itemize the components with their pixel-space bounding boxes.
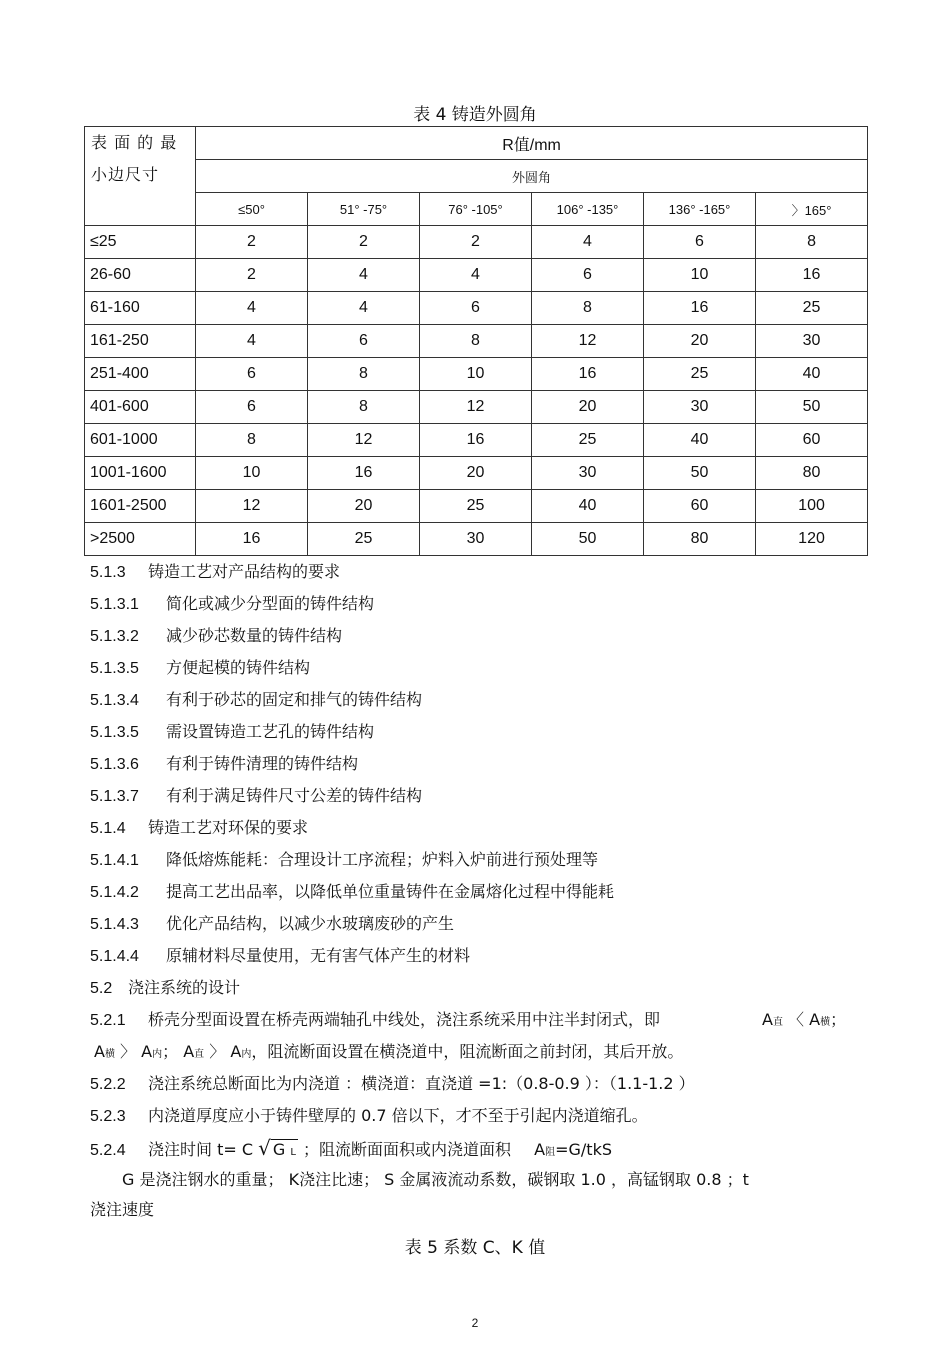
row-label: 1001-1600 [85,457,196,490]
table-cell: 16 [196,523,308,556]
page-number: 2 [471,1316,479,1330]
section-text: 提高工艺出品率，以降低单位重量铸件在金属熔化过程中得能耗 [166,882,615,901]
angle-header-1: 51° -75° [308,193,420,226]
section-text: 降低熔炼能耗：合理设计工序流程；炉料入炉前进行预处理等 [166,850,599,869]
table-row [85,523,868,556]
table-cell: 25 [420,490,532,523]
angle-header-4: 136° -165° [644,193,756,226]
table-row [85,391,868,424]
table-row [85,358,868,391]
table-cell: 6 [196,391,308,424]
table-cell: 80 [644,523,756,556]
row-label: 26-60 [85,259,196,292]
section-number: 5.1.3.5 [90,724,139,741]
table-cell: 6 [196,358,308,391]
table-cell: 30 [644,391,756,424]
table-cell: 50 [644,457,756,490]
table-cell: 50 [756,391,868,424]
row-label: 61-160 [85,292,196,325]
section-text: 铸造工艺对环保的要求 [148,818,309,837]
sqrt-symbol-icon: √ [258,1136,271,1160]
section-line [90,754,358,775]
section-number: 5.1.3.7 [90,788,139,805]
table-cell: 20 [532,391,644,424]
table-cell: 2 [196,259,308,292]
row-label: 1601-2500 [85,490,196,523]
section-number: 5.1.3.5 [90,660,139,677]
section-line [90,786,422,807]
table-cell: 8 [308,391,420,424]
r-value-header: R值/mm [196,127,868,160]
angle-header-5: 〉165° [756,193,868,226]
table5-caption: 表 5 系数 C、K 值 [404,1238,546,1258]
formula-inequality-1: A直 〈 A横； [762,1010,847,1029]
section-number: 5.1.3.6 [90,756,139,773]
table-cell: 16 [420,424,532,457]
para-5-2-3: 5.2.3 内浇道厚度应小于铸件壁厚的 0.7 倍以下，才不至于引起内浇道缩孔。 [90,1106,648,1125]
table-cell: 10 [644,259,756,292]
corner-header [85,127,196,226]
table-cell: 40 [644,424,756,457]
table-cell: 12 [308,424,420,457]
section-line [90,882,614,903]
corner-line-2: 小边尺寸 [91,165,160,184]
para-description-line1: G 是浇注钢水的重量； K浇注比速； S 金属液流动系数，碳钢取 1.0 ，高锰钢取 0.8 ；t [122,1170,749,1189]
table-cell: 40 [532,490,644,523]
row-label: 601-1000 [85,424,196,457]
angle-header-2: 76° -105° [420,193,532,226]
section-number: 5.1.4.4 [90,948,139,965]
table-cell: 8 [420,325,532,358]
table-cell: 6 [644,226,756,259]
section-text: 需设置铸造工艺孔的铸件结构 [166,722,375,741]
table-cell: 12 [420,391,532,424]
section-number: 5.1.4.2 [90,884,139,901]
angle-header-0: ≤50° [196,193,308,226]
section-line [90,562,340,583]
section-text: 优化产品结构，以减少水玻璃废砂的产生 [166,914,455,933]
table-cell: 40 [756,358,868,391]
section-number: 5.1.4.1 [90,852,139,869]
section-number: 5.1.3.1 [90,596,139,613]
table-cell: 4 [196,325,308,358]
table-cell: 12 [196,490,308,523]
section-text: 有利于铸件清理的铸件结构 [166,754,359,773]
table-cell: 6 [420,292,532,325]
section-number: 5.2 [90,980,113,997]
section-text: 浇注系统的设计 [128,978,241,997]
section-line [90,914,454,935]
table-cell: 30 [532,457,644,490]
section-line [90,722,374,743]
table-cell: 20 [308,490,420,523]
table-row [85,424,868,457]
table4-caption: 表 4 铸造外圆角 [413,105,537,125]
table-cell: 30 [420,523,532,556]
table-cell: 25 [644,358,756,391]
section-text: 减少砂芯数量的铸件结构 [166,626,343,645]
table-cell: 10 [196,457,308,490]
section-number: 5.1.4.3 [90,916,139,933]
table-cell: 20 [420,457,532,490]
section-number: 5.1.3.4 [90,692,139,709]
section-text: 有利于满足铸件尺寸公差的铸件结构 [166,786,423,805]
table-cell: 16 [532,358,644,391]
table-cell: 25 [308,523,420,556]
table-cell: 50 [532,523,644,556]
section-text: 有利于砂芯的固定和排气的铸件结构 [166,690,423,709]
table-row [85,325,868,358]
table-row [85,490,868,523]
section-text: 简化或减少分型面的铸件结构 [166,594,375,613]
table-cell: 8 [196,424,308,457]
table-cell: 25 [532,424,644,457]
section-line [90,978,240,999]
table-cell: 10 [420,358,532,391]
table-cell: 100 [756,490,868,523]
table4 [84,126,868,556]
row-label: >2500 [85,523,196,556]
row-label: 401-600 [85,391,196,424]
row-label: 161-250 [85,325,196,358]
section-number: 5.1.3 [90,564,126,581]
row-label: ≤25 [85,226,196,259]
table-cell: 16 [756,259,868,292]
section-text: 方便起模的铸件结构 [166,658,311,677]
table-row [85,292,868,325]
table-cell: 12 [532,325,644,358]
corner-line-1: 表 面 的 最 [91,133,178,152]
table-cell: 4 [308,292,420,325]
table-cell: 4 [420,259,532,292]
table-cell: 60 [756,424,868,457]
section-line [90,594,374,615]
table-cell: 120 [756,523,868,556]
table-cell: 8 [532,292,644,325]
table-cell: 60 [644,490,756,523]
para-5-2-1-line2: A横 〉 A内； A直 〉 A内，阻流断面设置在横浇道中，阻流断面之前封闭，其后开放。 [94,1042,684,1061]
section-text: 原辅材料尽量使用，无有害气体产生的材料 [166,946,471,965]
row-label: 251-400 [85,358,196,391]
table-cell: 2 [196,226,308,259]
table-cell: 16 [644,292,756,325]
table-row [85,259,868,292]
table-cell: 4 [308,259,420,292]
para-5-2-4: 5.2.4 浇注时间 t= C √ G L ；阻流断面面积或内浇道面积 A阻=G/tkS [90,1136,612,1160]
section-line [90,818,308,839]
para-description-line2: 浇注速度 [90,1200,155,1219]
table-cell: 30 [756,325,868,358]
table-cell: 8 [308,358,420,391]
section-line [90,626,342,647]
section-line [90,658,310,679]
table-cell: 8 [756,226,868,259]
table-cell: 2 [308,226,420,259]
section-number: 5.1.4 [90,820,126,837]
table-cell: 2 [420,226,532,259]
table-cell: 80 [756,457,868,490]
table-cell: 6 [308,325,420,358]
angle-header-3: 106° -135° [532,193,644,226]
para-5-2-2: 5.2.2 浇注系统总断面比为内浇道 ：横浇道：直浇道 =1:（0.8-0.9 ）：（1.1-1.2 ） [90,1074,695,1093]
table-cell: 16 [308,457,420,490]
section-line [90,946,470,967]
section-text: 铸造工艺对产品结构的要求 [148,562,341,581]
section-number: 5.1.3.2 [90,628,139,645]
table-cell: 25 [756,292,868,325]
para-5-2-1-line1: 5.2.1 桥壳分型面设置在桥壳两端轴孔中线处，浇注系统采用中注半封闭式，即 A直 〈 A横； [90,1010,660,1031]
outer-fillet-header: 外圆角 [196,160,868,193]
table-cell: 6 [532,259,644,292]
table-cell: 4 [196,292,308,325]
section-line [90,690,422,711]
table-cell: 20 [644,325,756,358]
table-row [85,226,868,259]
section-line [90,850,598,871]
table-row [85,457,868,490]
table-cell: 4 [532,226,644,259]
